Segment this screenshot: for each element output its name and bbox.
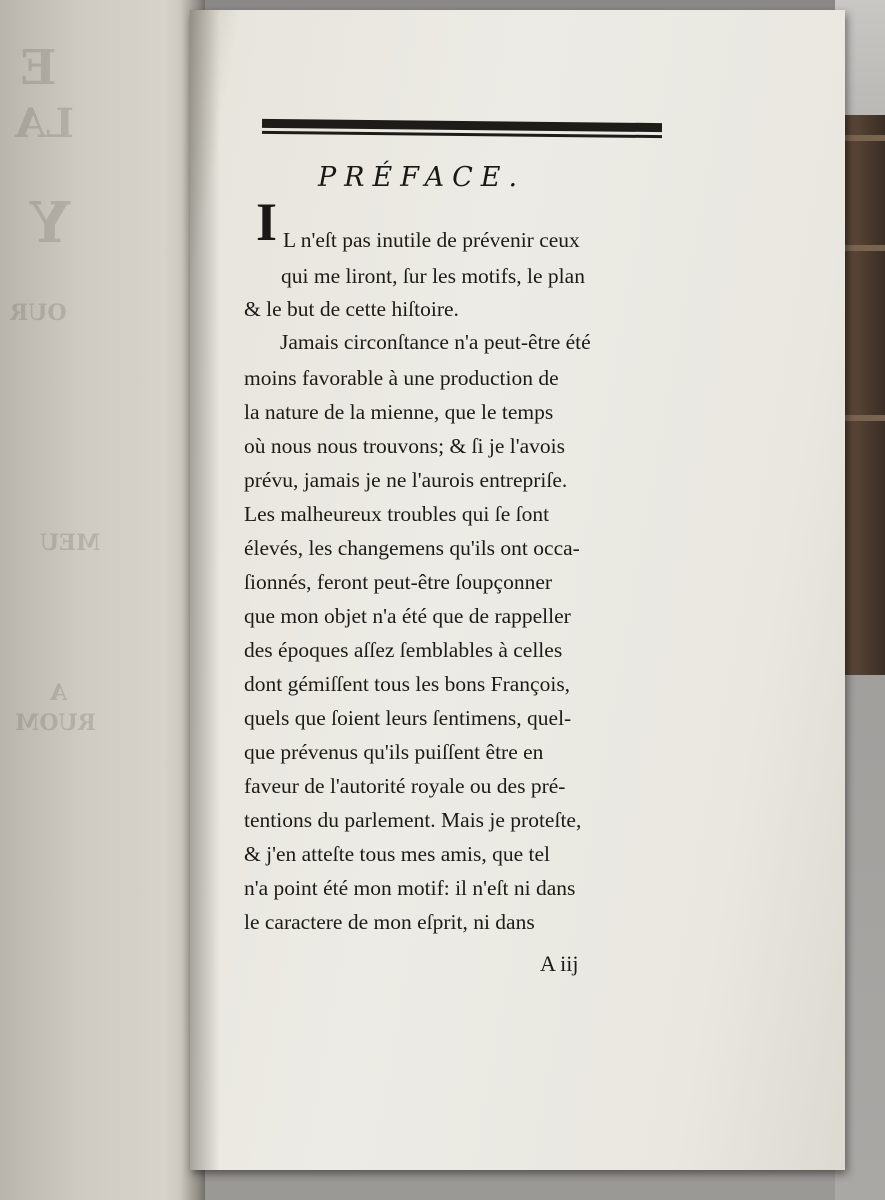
text-line: tentions du parlement. Mais je proteſte, xyxy=(244,808,582,832)
text-line: qui me liront, ſur les motifs, le plan xyxy=(281,264,585,288)
text-line: & le but de cette hiſtoire. xyxy=(244,297,459,321)
show-through-text: RUOM xyxy=(15,710,96,736)
page-gutter-shade xyxy=(190,10,220,1170)
text-line: le caractere de mon eſprit, ni dans xyxy=(244,910,535,934)
text-line: que prévenus qu'ils puiſſent être en xyxy=(244,740,544,764)
text-line: élevés, les changemens qu'ils ont occa- xyxy=(244,536,580,560)
text-line: où nous nous trouvons; & ſi je l'avois xyxy=(244,434,565,458)
text-line: prévu, jamais je ne l'aurois entrepriſe. xyxy=(244,468,568,492)
text-line: dont gémiſſent tous les bons François, xyxy=(244,672,571,696)
text-line: Jamais circonſtance n'a peut-être été xyxy=(280,330,591,354)
show-through-text: MEU xyxy=(40,530,101,556)
text-line: Les malheureux troubles qui ſe ſont xyxy=(244,502,550,526)
text-line: n'a point été mon motif: il n'eſt ni dans xyxy=(244,876,576,900)
show-through-text: OUR xyxy=(10,300,67,326)
show-through-text: LA xyxy=(15,100,75,147)
show-through-text: Y xyxy=(30,190,70,256)
page-title: PRÉFACE. xyxy=(318,162,526,193)
text-line: ſionnés, feront peut-être ſoupçonner xyxy=(244,570,553,594)
text-line: faveur de l'autorité royale ou des pré- xyxy=(244,774,566,798)
text-line: quels que ſoient leurs ſentimens, quel- xyxy=(244,706,572,730)
text-line: moins favorable à une production de xyxy=(244,366,559,390)
show-through-text: E xyxy=(20,40,57,96)
drop-cap: I xyxy=(256,192,278,252)
text-line: que mon objet n'a été que de rappeller xyxy=(244,604,571,628)
text-line: L n'eſt pas inutile de prévenir ceux xyxy=(283,228,580,252)
show-through-text: A xyxy=(50,680,68,706)
text-line: des époques aſſez ſemblables à celles xyxy=(244,638,563,662)
text-line: & j'en atteſte tous mes amis, que tel xyxy=(244,842,550,866)
text-line: la nature de la mienne, que le temps xyxy=(244,400,554,424)
facing-page xyxy=(0,0,205,1200)
signature-mark: A iij xyxy=(540,951,579,976)
